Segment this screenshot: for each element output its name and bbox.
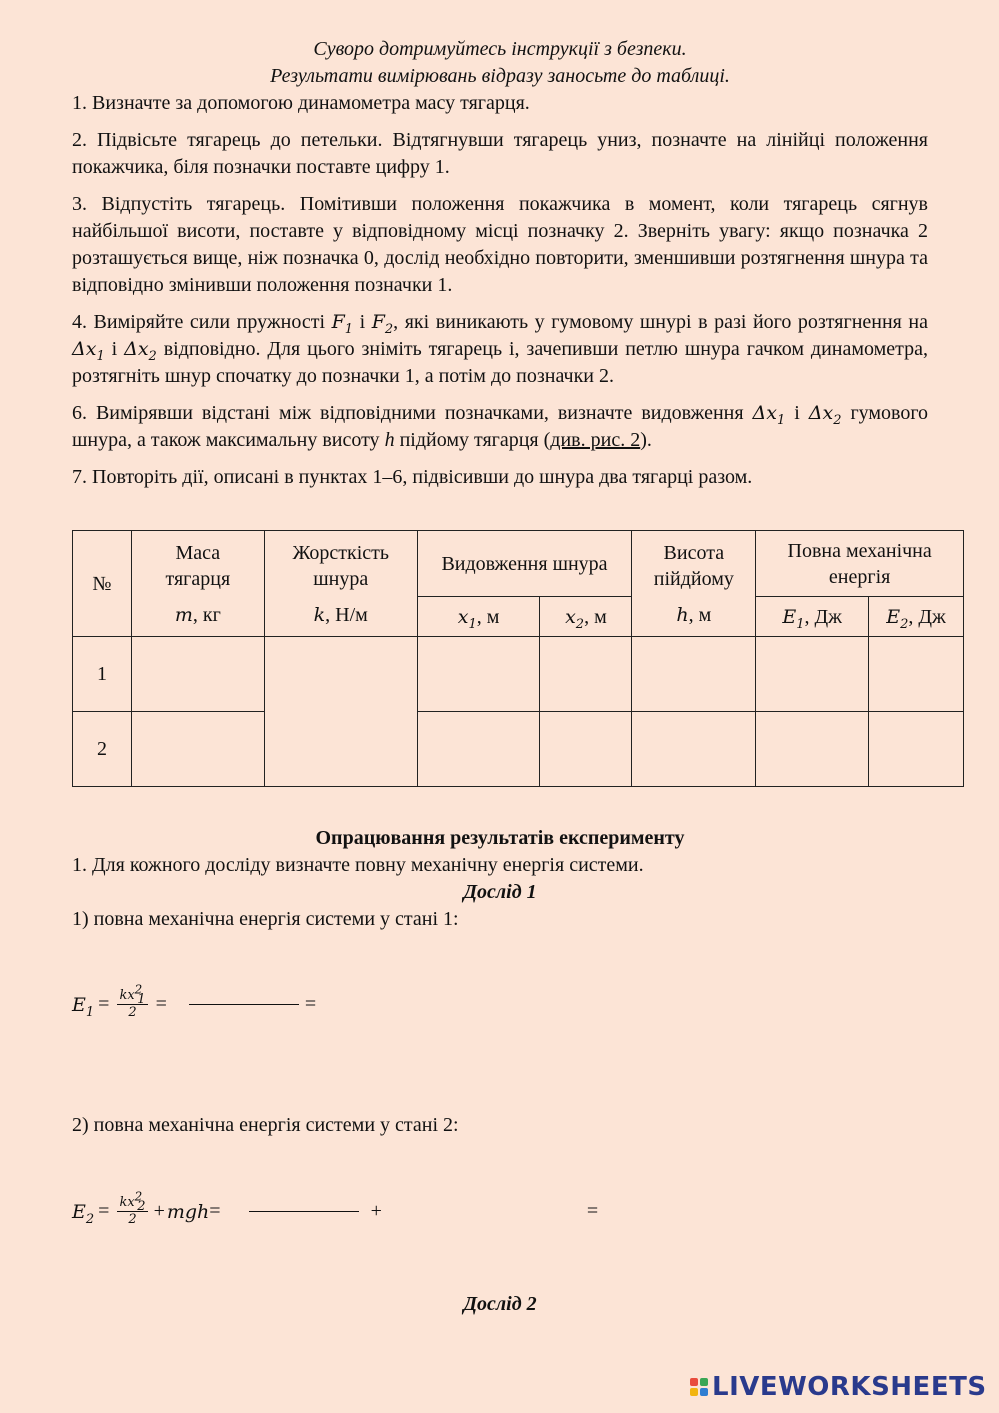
figure-link[interactable]: див. рис. 2 (550, 429, 641, 451)
step-4: 4. Виміряйте сили пружності $F_1$ і $F_2$, які виникають у гумовому шнурі в разі його розтягнення на $\Delta x_1$ і $\Delta x_2$ відповідно. Для цього зніміть тягарець і, зачепивши петлю шнура гачком динамометра, розтягніть шнур спочатку до позначки 1, а потім до позначки 2. (72, 311, 929, 387)
header-x2: $x_2$, м (540, 597, 632, 637)
liveworksheets-logo: LIVEWORKSHEETS (690, 1372, 987, 1402)
results-table (72, 530, 964, 787)
answer-blank[interactable] (189, 1004, 299, 1005)
input-e2-2[interactable] (869, 712, 964, 787)
processing-item-1: 1. Для кожного досліду визначте повну механічну енергія системи. (72, 854, 644, 876)
input-height-1[interactable] (632, 637, 756, 712)
step-3: 3. Відпустіть тягарець. Помітивши положення покажчика в момент, коли тягарець сягнув найбільшої висоти, поставте у відповідному місці позначку 2. Зверніть увагу: якщо позначка 2 розташується вище, ніж позначка 0, дослід необхідно повторити, зменшивши розтягнення шнура та відповідно змінивши положення позначки 1. (72, 193, 928, 296)
header-number: № (73, 531, 132, 637)
step-2: 2. Підвісьте тягарець до петельки. Відтягнувши тягарець униз, позначте на лінійці положення покажчика, біля позначки поставте цифру 1. (72, 129, 928, 178)
header-stiffness: Жорсткість шнура k, Н/м (264, 531, 417, 637)
experiment-1-heading: Дослід 1 (463, 881, 537, 903)
table-row (73, 712, 964, 787)
input-e1-2[interactable] (756, 712, 869, 787)
step-6: 6. Вимірявши відстані між відповідними позначками, визначте видовження $\Delta x_1$ і $\Delta x_2$ гумового шнура, а також максимальну висоту h підйому тягарця (див. рис. 2). (72, 402, 929, 451)
input-x1-2[interactable] (417, 712, 540, 787)
input-e1-1[interactable] (756, 637, 869, 712)
step-7: 7. Повторіть дії, описані в пунктах 1–6, підвісивши до шнура два тягарці разом. (72, 466, 753, 488)
input-mass-1[interactable] (131, 637, 264, 712)
header-energy: Повна механічна енергія (756, 531, 964, 597)
input-stiffness[interactable] (264, 637, 417, 787)
table-row (73, 637, 964, 712)
step-1: 1. Визначте за допомогою динамометра масу тягарця. (72, 92, 530, 114)
safety-note: Суворо дотримуйтесь інструкції з безпеки. (313, 38, 687, 60)
header-extension: Видовження шнура (417, 531, 632, 597)
header-e2: $E_2$, Дж (869, 597, 964, 637)
input-e2-1[interactable] (869, 637, 964, 712)
state-2-label: 2) повна механічна енергія системи у стані 2: (72, 1114, 459, 1136)
processing-title: Опрацювання результатів експерименту (315, 827, 685, 849)
input-x2-1[interactable] (540, 637, 632, 712)
experiment-2-heading: Дослід 2 (463, 1293, 537, 1315)
state-1-label: 1) повна механічна енергія системи у стані 1: (72, 908, 459, 930)
header-height: Висота пійдйому h, м (632, 531, 756, 637)
worksheet-page (72, 36, 928, 501)
row-number: 2 (73, 712, 132, 787)
input-mass-2[interactable] (131, 712, 264, 787)
row-number: 1 (73, 637, 132, 712)
header-mass: Маса тягарця m, кг (131, 531, 264, 637)
input-height-2[interactable] (632, 712, 756, 787)
input-x1-1[interactable] (417, 637, 540, 712)
formula-e2: $E_2$ = $\frac{kx^2_2}{2}$ + mgh = + = (72, 1189, 599, 1227)
input-x2-2[interactable] (540, 712, 632, 787)
header-x1: $x_1$, м (417, 597, 540, 637)
header-e1: $E_1$, Дж (756, 597, 869, 637)
answer-blank[interactable] (249, 1211, 359, 1212)
formula-e1: $E_1$ = $\frac{kx^2_1}{2}$ = = (72, 982, 317, 1020)
logo-icon (690, 1378, 708, 1396)
record-note: Результати вимірювань відразу заносьте до таблиці. (270, 65, 730, 87)
